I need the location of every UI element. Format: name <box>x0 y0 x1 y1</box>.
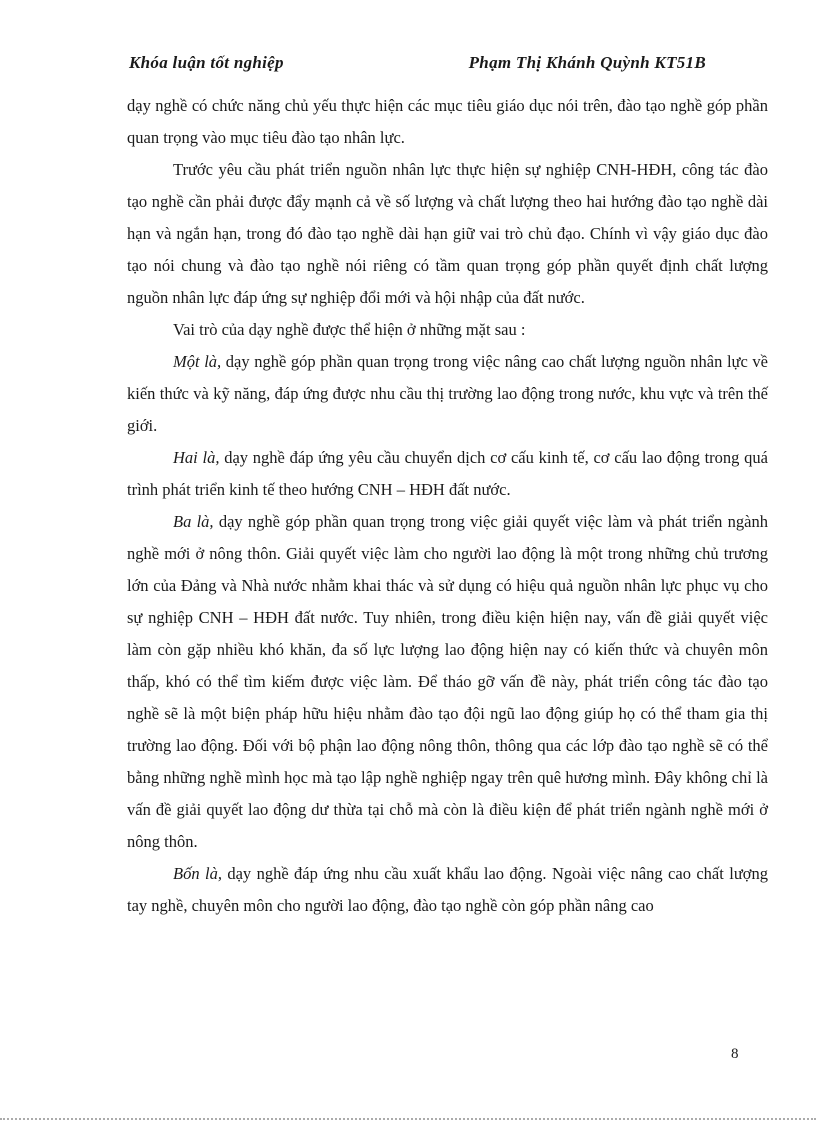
header-document-title: Khóa luận tốt nghiệp <box>129 53 284 72</box>
document-body <box>127 90 768 922</box>
page-number: 8 <box>731 1046 739 1062</box>
paragraph: Bốn là, dạy nghề đáp ứng nhu cầu xuất khẩu lao động. Ngoài việc nâng cao chất lượng tay nghề, chuyên môn cho người lao động, đào tạo nghề còn góp phần nâng cao <box>127 864 768 915</box>
paragraph-lead: Một là, <box>173 352 222 371</box>
paragraph: Vai trò của dạy nghề được thể hiện ở những mặt sau : <box>173 320 526 339</box>
paragraph: Một là, dạy nghề góp phần quan trọng trong việc nâng cao chất lượng nguồn nhân lực về kiến thức và kỹ năng, đáp ứng được nhu cầu thị trường lao động trong nước, khu vực và trên thế giới. <box>127 352 768 435</box>
paragraph-lead: Ba là, <box>173 512 214 531</box>
paragraph-lead: Bốn là, <box>173 864 222 883</box>
page-header <box>127 53 768 73</box>
paragraph: Hai là, dạy nghề đáp ứng yêu cầu chuyển dịch cơ cấu kinh tế, cơ cấu lao động trong quá trình phát triển kinh tế theo hướng CNH – HĐH đất nước. <box>127 448 768 499</box>
paragraph: dạy nghề có chức năng chủ yếu thực hiện các mục tiêu giáo dục nói trên, đào tạo nghề góp phần quan trọng vào mục tiêu đào tạo nhân lực. <box>127 96 768 147</box>
paragraph: Trước yêu cầu phát triển nguồn nhân lực thực hiện sự nghiệp CNH-HĐH, công tác đào tạo nghề cần phải được đẩy mạnh cả về số lượng và chất lượng theo hai hướng đào tạo nghề dài hạn và ngắn hạn, trong đó đào tạo nghề dài hạn giữ vai trò chủ đạo. Chính vì vậy giáo dục đào tạo nói chung và đào tạo nghề nói riêng có tầm quan trọng góp phần quyết định chất lượng nguồn nhân lực đáp ứng sự nghiệp đổi mới và hội nhập của đất nước. <box>127 160 768 307</box>
bottom-dotted-divider <box>0 1118 816 1120</box>
paragraph-lead: Hai là, <box>173 448 220 467</box>
header-author-name: Phạm Thị Khánh Quỳnh KT51B <box>468 53 706 72</box>
paragraph: Ba là, dạy nghề góp phần quan trọng trong việc giải quyết việc làm và phát triển ngành nghề mới ở nông thôn. Giải quyết việc làm cho người lao động là một trong những chủ trương lớn của Đảng và Nhà nước nhằm khai thác và sử dụng có hiệu quả nguồn nhân lực phục vụ cho sự nghiệp CNH – HĐH đất nước. Tuy nhiên, trong điều kiện hiện nay, vấn đề giải quyết việc làm còn gặp nhiều khó khăn, đa số lực lượng lao động hiện nay có kiến thức và chuyên môn thấp, khó có thể tìm kiếm được việc làm. Để tháo gỡ vấn đề này, phát triển công tác đào tạo nghề sẽ là một biện pháp hữu hiệu nhằm đào tạo đội ngũ lao động giúp họ có thể tham gia thị trường lao động. Đối với bộ phận lao động nông thôn, thông qua các lớp đào tạo nghề sẽ có thể bằng những nghề mình học mà tạo lập nghề nghiệp ngay trên quê hương mình. Đây không chỉ là vấn đề giải quyết lao động dư thừa tại chỗ mà còn là điều kiện để phát triển ngành nghề mới ở nông thôn. <box>127 512 768 851</box>
